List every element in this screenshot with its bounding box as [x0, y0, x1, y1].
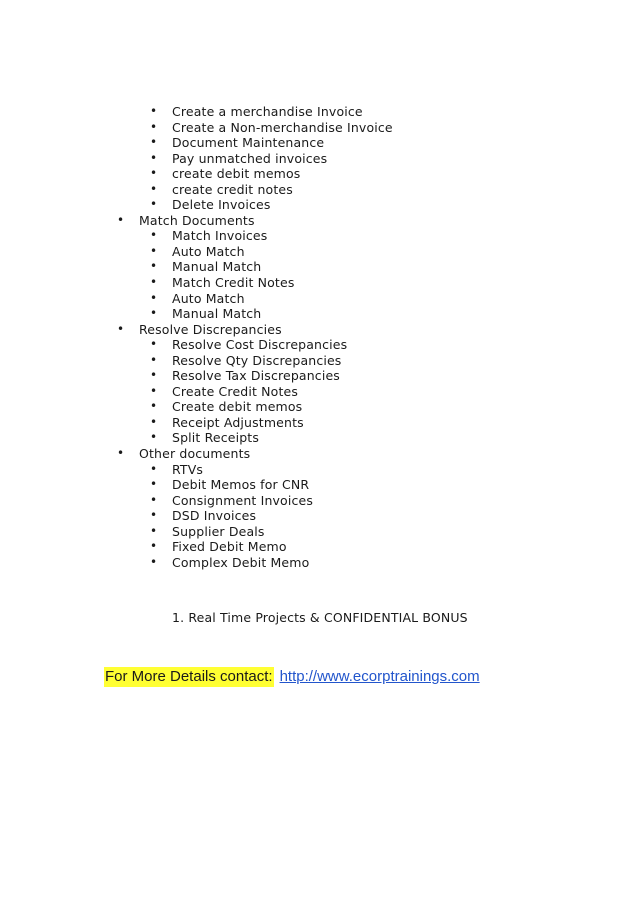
- list-item: [0, 228, 393, 244]
- list-item-text: Match Invoices: [172, 228, 268, 244]
- bullet-icon: •: [150, 228, 158, 243]
- bullet-icon: •: [117, 446, 125, 461]
- list-item-text: Document Maintenance: [172, 135, 325, 151]
- list-item: [0, 477, 393, 493]
- contact-line: [104, 668, 480, 685]
- section-heading-text: Match Documents: [139, 212, 255, 228]
- bullet-icon: •: [150, 104, 158, 118]
- list-item: [0, 368, 393, 384]
- list-item-text: Auto Match: [172, 290, 245, 306]
- list-item: [0, 104, 393, 120]
- list-item: [0, 430, 393, 446]
- list-item: [0, 415, 393, 431]
- section-heading: [0, 446, 393, 462]
- list-item: [0, 166, 393, 182]
- bullet-icon: •: [150, 166, 158, 181]
- list-item-text: Match Credit Notes: [172, 275, 295, 291]
- list-item-text: Create Credit Notes: [172, 383, 299, 399]
- bullet-icon: •: [150, 539, 158, 554]
- list-item-text: create debit memos: [172, 166, 301, 182]
- list-item-text: Create debit memos: [172, 399, 303, 415]
- bullet-icon: •: [150, 492, 158, 507]
- list-item-text: Create a merchandise Invoice: [172, 104, 363, 119]
- list-item-text: Supplier Deals: [172, 523, 265, 539]
- list-item: [0, 508, 393, 524]
- list-item-text: Pay unmatched invoices: [172, 150, 328, 166]
- list-item-text: Debit Memos for CNR: [172, 477, 310, 493]
- bullet-icon: •: [150, 383, 158, 398]
- bullet-icon: •: [117, 212, 125, 227]
- bullet-icon: •: [150, 119, 158, 134]
- list-item: [0, 244, 393, 260]
- bullet-icon: •: [150, 135, 158, 150]
- bullet-icon: •: [150, 399, 158, 414]
- list-item: [0, 275, 393, 291]
- list-item-text: Split Receipts: [172, 430, 259, 446]
- bullet-icon: •: [150, 337, 158, 352]
- bullet-icon: •: [150, 554, 158, 569]
- bullet-icon: •: [150, 243, 158, 258]
- list-item: [0, 182, 393, 198]
- list-item: [0, 384, 393, 400]
- numbered-item: 1. Real Time Projects & CONFIDENTIAL BONUS: [172, 610, 468, 625]
- bullet-icon: •: [150, 352, 158, 367]
- list-item: [0, 135, 393, 151]
- list-item-text: Resolve Qty Discrepancies: [172, 352, 342, 368]
- list-item: [0, 493, 393, 509]
- bullet-icon: •: [150, 523, 158, 538]
- bullet-icon: •: [150, 508, 158, 523]
- list-item-text: Manual Match: [172, 306, 262, 322]
- outline-list: [0, 104, 393, 570]
- list-item-text: Auto Match: [172, 243, 245, 259]
- bullet-icon: •: [150, 306, 158, 321]
- list-item-text: Receipt Adjustments: [172, 414, 304, 430]
- section-heading-text: Resolve Discrepancies: [139, 321, 282, 337]
- list-item: [0, 555, 393, 571]
- section-heading: [0, 322, 393, 338]
- list-item-text: Manual Match: [172, 259, 262, 275]
- list-item-text: Fixed Debit Memo: [172, 539, 287, 555]
- list-item: [0, 291, 393, 307]
- bullet-icon: •: [150, 197, 158, 212]
- list-item: [0, 337, 393, 353]
- list-item: [0, 539, 393, 555]
- list-item-text: Delete Invoices: [172, 197, 271, 213]
- list-item: [0, 353, 393, 369]
- list-item-text: Resolve Cost Discrepancies: [172, 337, 348, 353]
- list-item: [0, 462, 393, 478]
- bullet-icon: •: [117, 321, 125, 336]
- bullet-icon: •: [150, 181, 158, 196]
- contact-label: For More Details contact:: [105, 668, 273, 685]
- contact-link[interactable]: http://www.ecorptrainings.com: [279, 668, 480, 685]
- list-item: [0, 259, 393, 275]
- list-item-text: RTVs: [172, 461, 204, 477]
- list-item: [0, 197, 393, 213]
- list-item-text: Create a Non-merchandise Invoice: [172, 119, 393, 135]
- bullet-icon: •: [150, 290, 158, 305]
- list-item: [0, 306, 393, 322]
- bullet-icon: •: [150, 275, 158, 290]
- bullet-icon: •: [150, 461, 158, 476]
- bullet-icon: •: [150, 414, 158, 429]
- list-item-text: Consignment Invoices: [172, 492, 314, 508]
- list-item-text: DSD Invoices: [172, 508, 257, 524]
- list-item: [0, 151, 393, 167]
- section-heading: [0, 213, 393, 229]
- list-item-text: Complex Debit Memo: [172, 554, 310, 570]
- bullet-icon: •: [150, 368, 158, 383]
- bullet-icon: •: [150, 430, 158, 445]
- bullet-icon: •: [150, 150, 158, 165]
- list-item: [0, 524, 393, 540]
- list-item: [0, 399, 393, 415]
- bullet-icon: •: [150, 477, 158, 492]
- bullet-icon: •: [150, 259, 158, 274]
- section-heading-text: Other documents: [139, 446, 251, 462]
- list-item-text: create credit notes: [172, 181, 293, 197]
- list-item: [0, 120, 393, 136]
- list-item-text: Resolve Tax Discrepancies: [172, 368, 340, 384]
